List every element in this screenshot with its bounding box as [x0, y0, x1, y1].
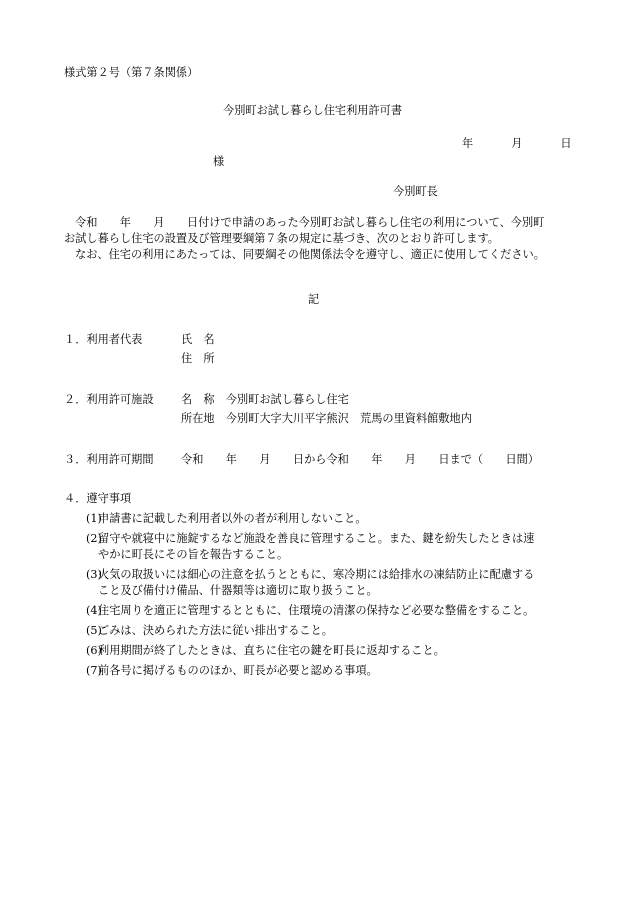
- section-heading: ４．遵守事項: [64, 492, 132, 505]
- addressee-suffix: 様: [213, 155, 225, 168]
- rule-item: [64, 567, 574, 599]
- rule-mark: (4): [86, 604, 102, 617]
- body-line: お試し暮らし住宅の設置及び管理要綱第７条の規定に基づき、次のとおり許可します。: [64, 232, 499, 245]
- rule-text: 前各号に掲げるもののほか、町長が必要と認める事項。: [98, 664, 378, 677]
- rule-mark: (3): [86, 568, 102, 581]
- rule-mark: (6): [86, 644, 102, 657]
- document-title: 今別町お試し暮らし住宅利用許可書: [223, 104, 403, 117]
- rule-mark: (5): [86, 624, 102, 637]
- section-rules: [64, 491, 574, 683]
- form-number: 様式第２号（第７条関係）: [64, 66, 199, 79]
- period-text: 令和 年 月 日から令和 年 月 日まで（ 日間）: [181, 453, 540, 466]
- section-heading: １．利用者代表: [64, 333, 143, 346]
- rule-text: ごみは、決められた方法に従い排出すること。: [98, 624, 333, 637]
- issuer: 今別町長: [393, 185, 438, 198]
- rule-text: 留守や就寝中に施錠するなど施設を善良に管理すること。また、鍵を紛失したときは速: [98, 532, 535, 545]
- name-label: 氏 名: [181, 333, 215, 346]
- rule-item: [64, 623, 574, 639]
- rule-mark: (1): [86, 512, 102, 525]
- rule-text: こと及び備付け備品、什器類等は適切に取り扱うこと。: [98, 584, 378, 597]
- rule-item: [64, 603, 574, 619]
- body-line: 令和 年 月 日付けで申請のあった今別町お試し暮らし住宅の利用について、今別町: [75, 216, 545, 229]
- date-year-label: 年: [462, 137, 474, 150]
- rule-item: [64, 531, 574, 563]
- date-month-label: 月: [511, 137, 523, 150]
- facility-name: 名 称 今別町お試し暮らし住宅: [181, 393, 349, 406]
- facility-location: 所在地 今別町大字大川平字熊沢 荒馬の里資料館敷地内: [181, 412, 472, 425]
- rule-mark: (7): [86, 664, 102, 677]
- body-paragraph: [64, 215, 572, 263]
- rule-text: やかに町長にその旨を報告すること。: [98, 548, 289, 561]
- rule-text: 利用期間が終了したときは、直ちに住宅の鍵を町長に返却すること。: [98, 644, 445, 657]
- rule-text: 火気の取扱いには細心の注意を払うとともに、寒冷期には給排水の凍結防止に配慮する: [98, 568, 535, 581]
- rule-item: [64, 663, 574, 679]
- date-line: [462, 136, 572, 152]
- rule-text: 住宅周りを適正に管理するとともに、住環境の清潔の保持など必要な整備をすること。: [98, 604, 535, 617]
- ki-heading: 記: [308, 293, 320, 306]
- section-heading: ２．利用許可施設: [64, 393, 154, 406]
- date-day-label: 日: [560, 137, 572, 150]
- rule-mark: (2): [86, 532, 102, 545]
- section-heading: ３．利用許可期間: [64, 453, 154, 466]
- address-label: 住 所: [181, 352, 215, 365]
- rule-item: [64, 511, 574, 527]
- body-line: なお、住宅の利用にあたっては、同要綱その他関係法令を遵守し、適正に使用してください。: [75, 248, 545, 261]
- rule-text: 申請書に記載した利用者以外の者が利用しないこと。: [98, 512, 367, 525]
- rule-item: [64, 643, 574, 659]
